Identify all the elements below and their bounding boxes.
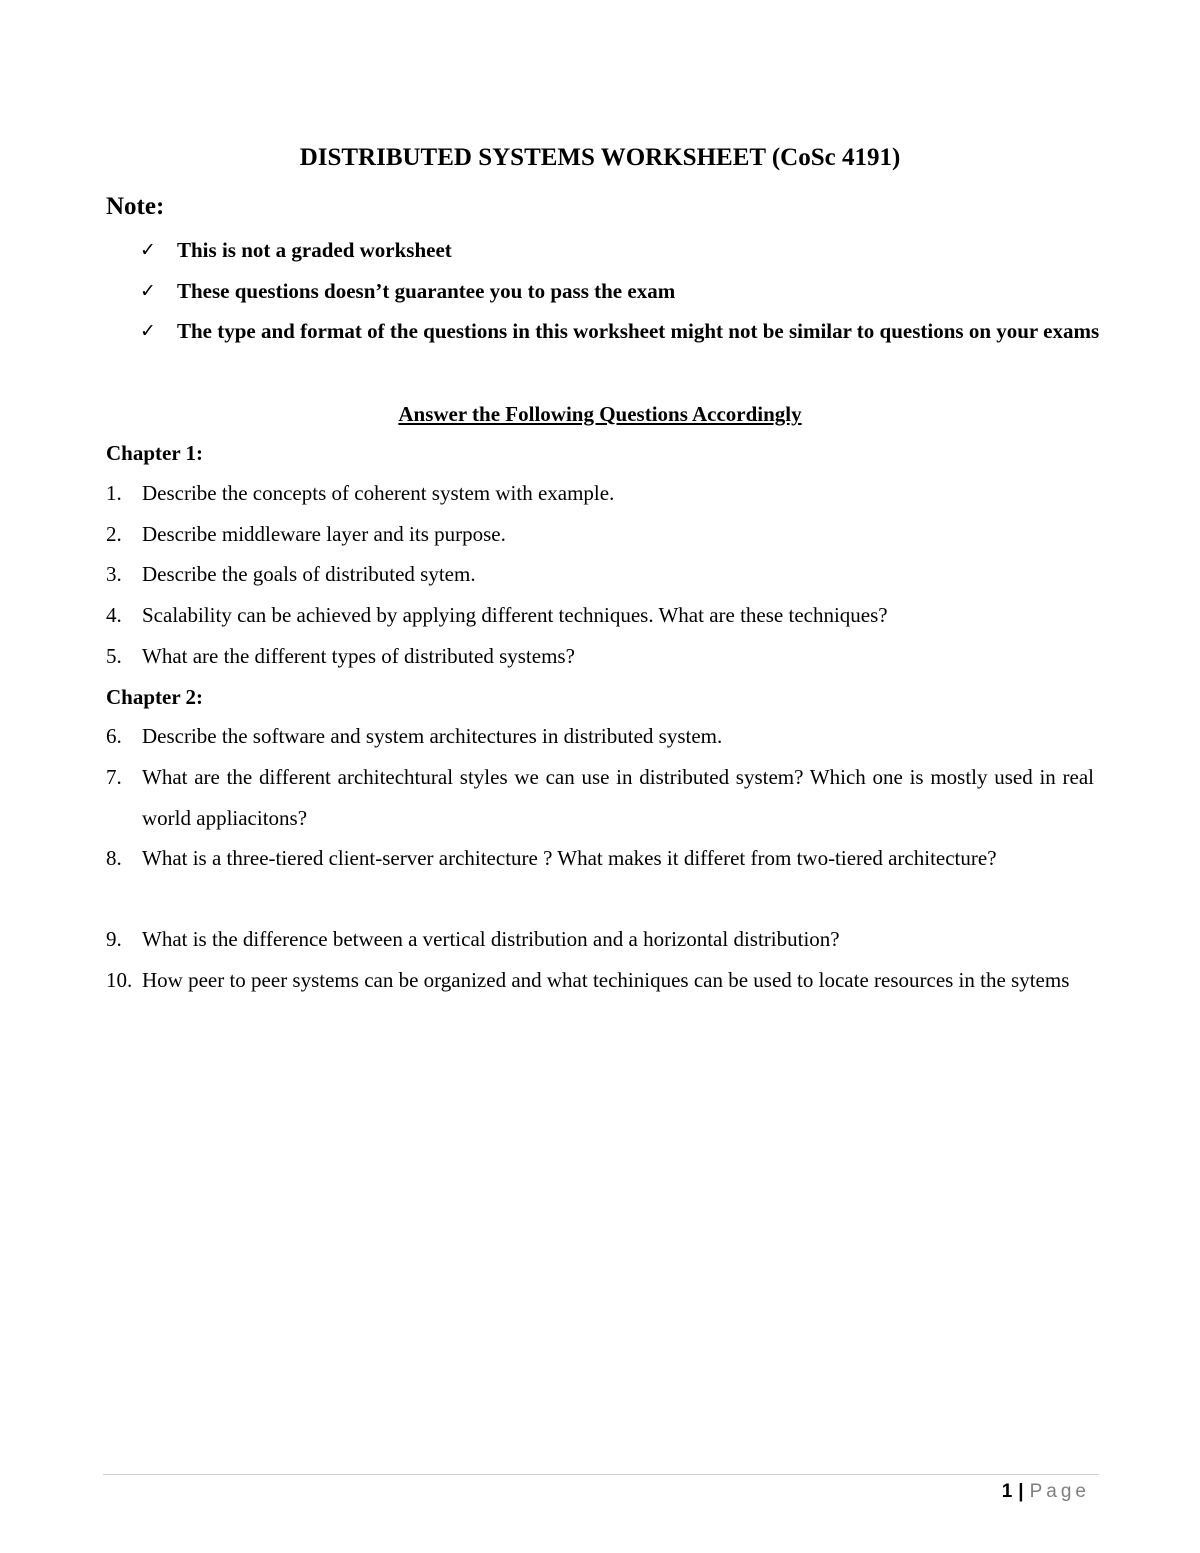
question-text: Scalability can be achieved by applying different techniques. What are these techniques? (142, 603, 888, 627)
chapter-heading: Chapter 1: (106, 441, 204, 465)
question-item (106, 716, 1094, 757)
footer-divider (103, 1474, 1099, 1475)
question-item (106, 554, 1094, 595)
note-heading: Note: (106, 193, 165, 220)
question-number: 6. (106, 724, 122, 748)
question-number: 7. (106, 765, 122, 789)
checkmark-icon: ✓ (140, 239, 156, 261)
question-item (106, 960, 1094, 1001)
note-item (140, 311, 1100, 352)
question-number: 9. (106, 927, 122, 951)
footer-separator: | (1018, 1481, 1024, 1502)
question-number: 1. (106, 481, 122, 505)
question-item (106, 636, 1094, 677)
question-number: 3. (106, 562, 122, 586)
question-item (106, 838, 1094, 879)
question-item (106, 757, 1094, 839)
question-text: What is the difference between a vertical distribution and a horizontal distribution? (142, 927, 840, 951)
page-number: 1 (1001, 1481, 1013, 1502)
question-text: What is a three-tiered client-server architecture ? What makes it differet from two-tiered architecture? (142, 846, 997, 870)
question-text: Describe the goals of distributed sytem. (142, 562, 476, 586)
note-item-text: This is not a graded worksheet (177, 238, 452, 262)
question-number: 5. (106, 644, 122, 668)
page-label: Page (1029, 1481, 1090, 1502)
question-text: What are the different types of distributed systems? (142, 644, 575, 668)
question-number: 4. (106, 603, 122, 627)
checkmark-icon: ✓ (140, 280, 156, 302)
question-item (106, 514, 1094, 555)
question-number: 2. (106, 522, 122, 546)
question-item (106, 473, 1094, 514)
question-number: 10. (106, 968, 133, 992)
question-number: 8. (106, 846, 122, 870)
question-text: How peer to peer systems can be organized and what techiniques can be used to locate resources in the sytems (142, 968, 1070, 992)
instruction-heading: Answer the Following Questions Accordingly (398, 402, 802, 426)
question-item (106, 595, 1094, 636)
question-text: Describe the software and system architectures in distributed system. (142, 724, 723, 748)
chapter-heading: Chapter 2: (106, 685, 204, 709)
question-text: Describe the concepts of coherent system with example. (142, 481, 615, 505)
question-text: What are the different architechtural styles we can use in distributed system? Which one is mostly used in real world appliacitons? (142, 765, 1094, 830)
worksheet-title: DISTRIBUTED SYSTEMS WORKSHEET (CoSc 4191) (299, 144, 901, 171)
note-item (140, 271, 1100, 312)
note-item-text: The type and format of the questions in this worksheet might not be similar to questions on your exams (177, 319, 1100, 343)
page-footer (1002, 1478, 1090, 1506)
checkmark-icon: ✓ (140, 320, 156, 342)
question-text: Describe middleware layer and its purpose. (142, 522, 506, 546)
note-item-text: These questions doesn’t guarantee you to pass the exam (177, 279, 676, 303)
note-item (140, 230, 1100, 271)
question-item (106, 919, 1094, 960)
